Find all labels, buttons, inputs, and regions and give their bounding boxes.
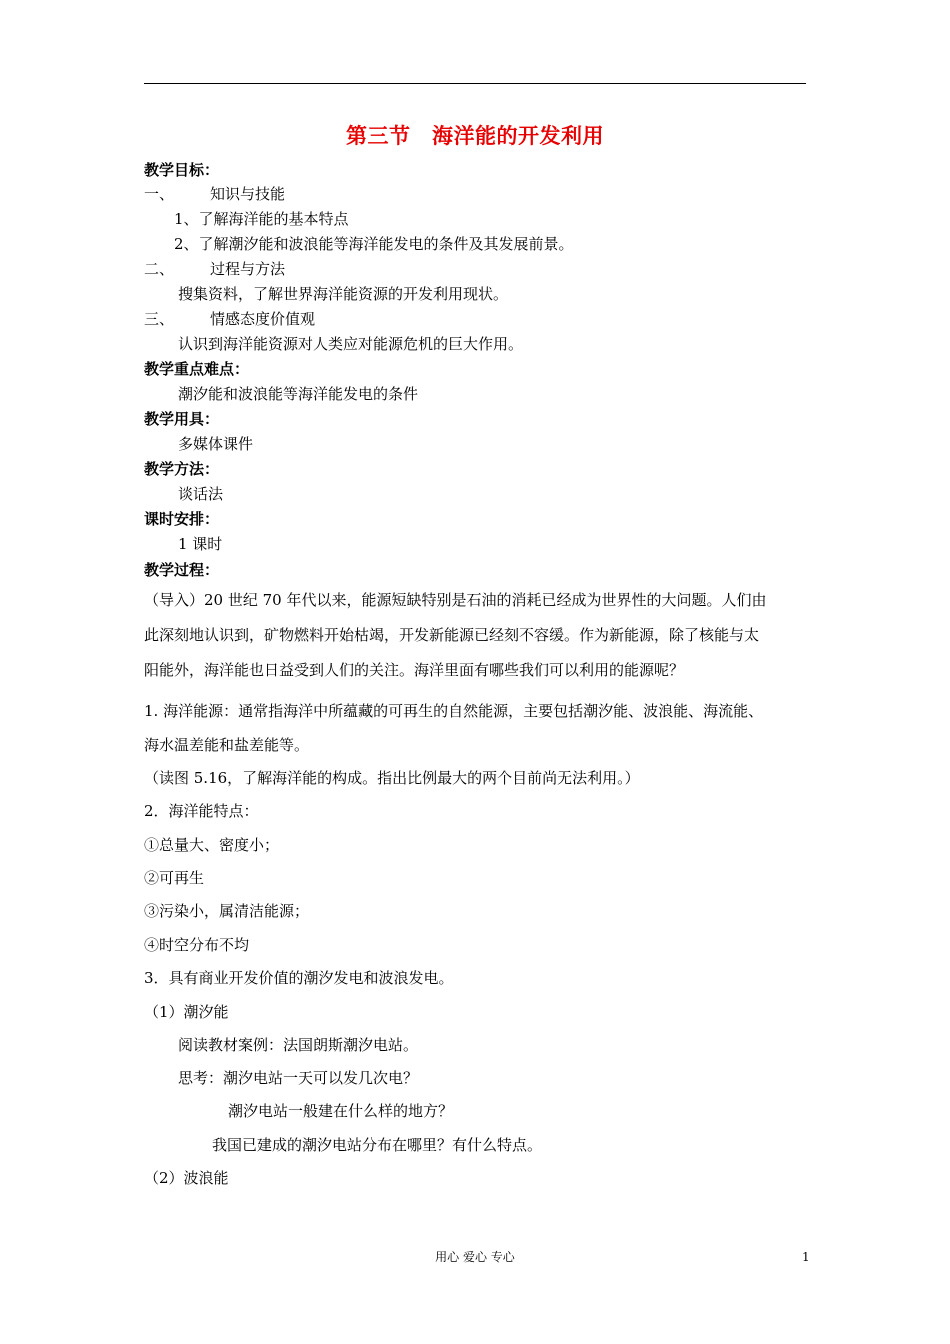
point1-line-2: 海水温差能和盐差能等。 [144, 736, 310, 754]
key-points-text: 潮汐能和波浪能等海洋能发电的条件 [178, 385, 419, 403]
process-heading: 教学过程： [144, 561, 220, 579]
page-number: 1 [802, 1250, 810, 1264]
tidal-case: 阅读教材案例：法国朗斯潮汐电站。 [178, 1036, 419, 1054]
method-heading: 教学方法： [144, 460, 220, 478]
feature-item: ④时空分布不均 [144, 936, 250, 954]
tidal-heading: （1）潮汐能 [144, 1003, 229, 1021]
schedule-heading: 课时安排： [144, 510, 220, 528]
intro-line-1: （导入）20 世纪 70 年代以来，能源短缺特别是石油的消耗已经成为世界性的大问题。人们由 [144, 591, 767, 609]
objective-section-2 [144, 259, 285, 279]
section-label: 过程与方法 [210, 260, 286, 278]
section-label: 知识与技能 [210, 185, 286, 203]
feature-item: ①总量大、密度小； [144, 836, 280, 854]
knowledge-item-1: 1、了解海洋能的基本特点 [174, 210, 349, 228]
header-rule [144, 83, 806, 84]
attitude-text: 认识到海洋能资源对人类应对能源危机的巨大作用。 [178, 335, 524, 353]
intro-line-2: 此深刻地认识到，矿物燃料开始枯竭，开发新能源已经刻不容缓。作为新能源，除了核能与太 [144, 626, 760, 644]
point2: 2．海洋能特点： [144, 802, 259, 820]
feature-item: ③污染小，属清洁能源； [144, 902, 310, 920]
wave-heading: （2）波浪能 [144, 1169, 229, 1187]
page-title: 第三节 海洋能的开发利用 [346, 124, 604, 148]
tools-heading: 教学用具： [144, 410, 220, 428]
method-text: 谈话法 [178, 485, 224, 503]
tools-text: 多媒体课件 [178, 435, 254, 453]
read-note: （读图 5.16，了解海洋能的构成。指出比例最大的两个目前尚无法利用。） [144, 769, 640, 787]
process-text: 搜集资料，了解世界海洋能资源的开发利用现状。 [178, 285, 509, 303]
point1-line-1: 1. 海洋能源：通常指海洋中所蕴藏的可再生的自然能源，主要包括潮汐能、波浪能、海流能、 [144, 702, 764, 720]
section-label: 情感态度价值观 [210, 310, 316, 328]
section-number: 三、 [144, 310, 175, 328]
feature-item: ②可再生 [144, 869, 205, 887]
intro-line-3: 阳能外，海洋能也日益受到人们的关注。海洋里面有哪些我们可以利用的能源呢？ [144, 661, 685, 679]
objective-section-3 [144, 309, 315, 329]
key-points-heading: 教学重点难点： [144, 360, 250, 378]
footer-text: 用心 爱心 专心 [435, 1250, 515, 1264]
think-question-2: 潮汐电站一般建在什么样的地方？ [228, 1102, 454, 1120]
think-question-3: 我国已建成的潮汐电站分布在哪里？有什么特点。 [212, 1136, 543, 1154]
objective-section-1 [144, 184, 285, 204]
point3: 3．具有商业开发价值的潮汐发电和波浪发电。 [144, 969, 454, 987]
section-number: 一、 [144, 185, 175, 203]
schedule-text: 1 课时 [178, 535, 223, 553]
knowledge-item-2: 2、了解潮汐能和波浪能等海洋能发电的条件及其发展前景。 [174, 235, 574, 253]
think-question-1: 思考：潮汐电站一天可以发几次电？ [178, 1069, 419, 1087]
section-number: 二、 [144, 260, 175, 278]
objectives-heading: 教学目标： [144, 161, 220, 179]
